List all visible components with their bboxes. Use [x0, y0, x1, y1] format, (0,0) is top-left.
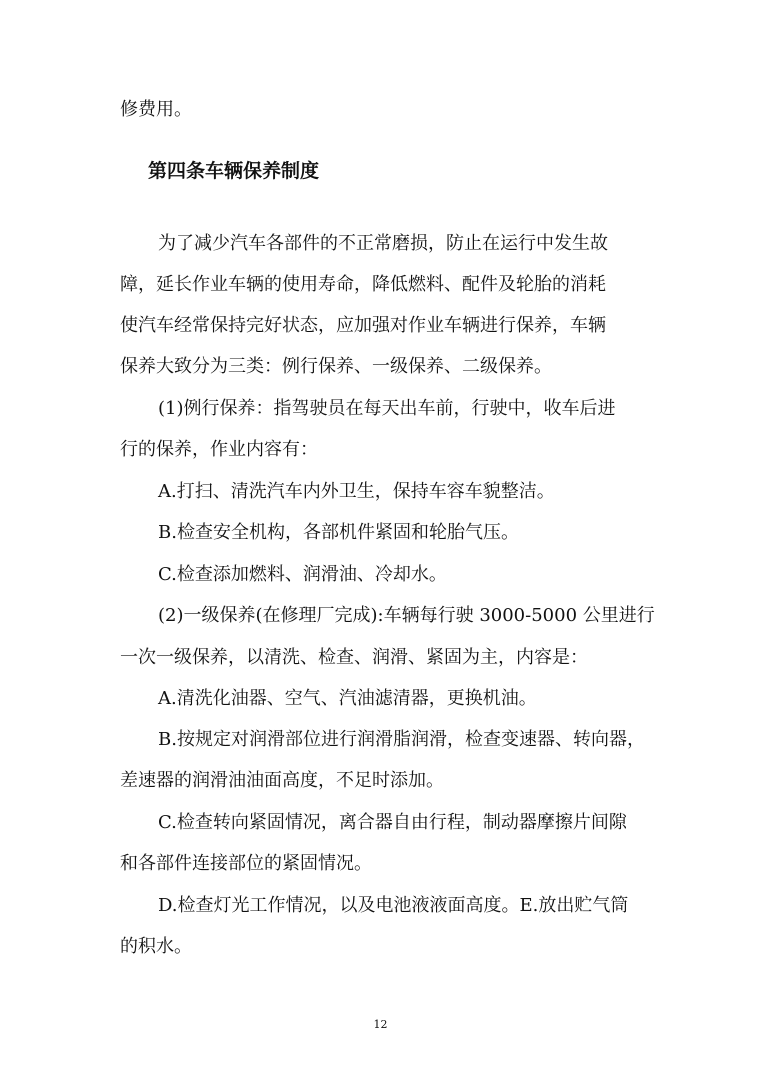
paragraph-line: 使汽车经常保持完好状态，应加强对作业车辆进行保养，车辆	[120, 315, 606, 336]
list-item-continuation: 差速器的润滑油油面高度，不足时添加。	[120, 770, 444, 791]
section-heading: 第四条车辆保养制度	[148, 160, 320, 182]
list-item: C.检查转向紧固情况，离合器自由行程，制动器摩擦片间隙	[158, 812, 627, 833]
list-item: A.清洗化油器、空气、汽油滤清器，更换机油。	[158, 688, 537, 709]
paragraph-line: 保养大致分为三类：例行保养、一级保养、二级保养。	[120, 356, 552, 377]
list-item: C.检查添加燃料、润滑油、冷却水。	[158, 564, 447, 585]
routine-maintenance-line: (1)例行保养：指驾驶员在每天出车前，行驶中，收车后进	[158, 398, 616, 419]
level1-maintenance-line: 一次一级保养，以清洗、检查、润滑、紧固为主，内容是：	[120, 647, 588, 668]
paragraph-line: 为了减少汽车各部件的不正常磨损，防止在运行中发生故	[158, 233, 608, 254]
paragraph-line: 障，延长作业车辆的使用寿命，降低燃料、配件及轮胎的消耗	[120, 274, 606, 295]
list-item-continuation: 的积水。	[120, 936, 192, 957]
list-item: A.打扫、清洗汽车内外卫生，保持车容车貌整洁。	[158, 481, 555, 502]
list-item-continuation: 和各部件连接部位的紧固情况。	[120, 853, 372, 874]
level1-maintenance-line: (2)一级保养(在修理厂完成):车辆每行驶 3000-5000 公里进行	[158, 605, 655, 626]
page-number: 12	[373, 1018, 388, 1031]
routine-maintenance-line: 行的保养，作业内容有：	[120, 439, 318, 460]
list-item: B.按规定对润滑部位进行润滑脂润滑，检查变速器、转向器，	[158, 729, 645, 750]
list-item: B.检查安全机构，各部机件紧固和轮胎气压。	[158, 522, 519, 543]
list-item: D.检查灯光工作情况，以及电池液液面高度。E.放出贮气筒	[158, 895, 629, 916]
continued-text: 修费用。	[120, 99, 192, 120]
